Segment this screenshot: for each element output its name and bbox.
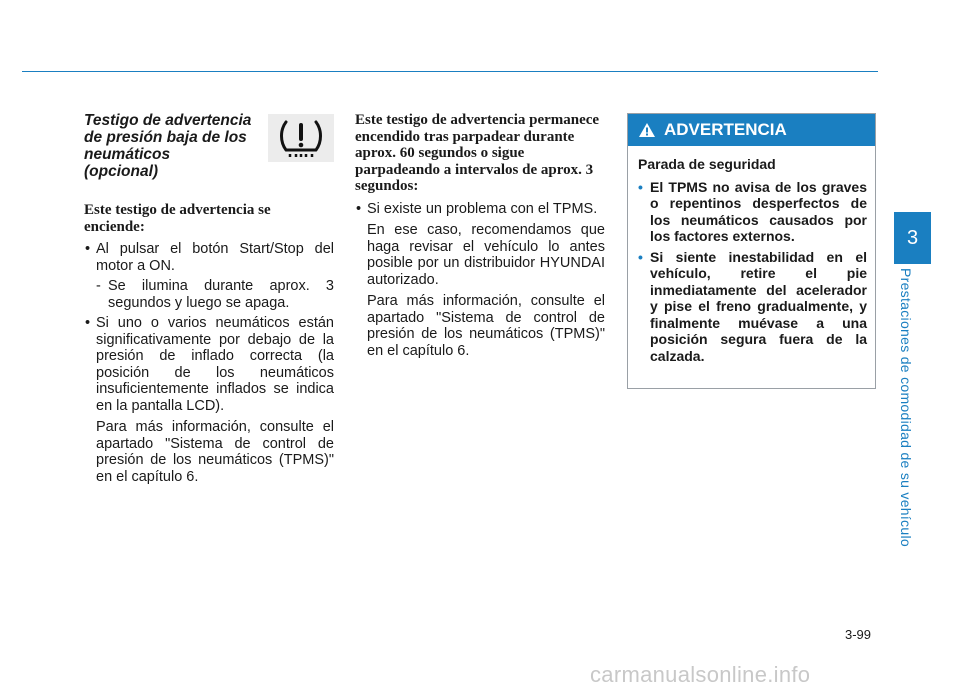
reference-paragraph: Para más información, consulte el apartado "Sistema de control de presión de los neumáticos (TPMS)" en el capítulo 6. <box>367 293 605 359</box>
condition-list <box>84 241 334 485</box>
heading-line-4: (opcional) <box>84 163 159 180</box>
bullet-text: Si existe un problema con el TPMS. <box>367 200 598 217</box>
reference-paragraph: Para más información, consulte el apartado "Sistema de control de presión de los neumáticos (TPMS)" en el capítulo 6. <box>96 419 334 485</box>
list-item: • El TPMS no avisa de los graves o repentinos desperfectos de los neumáticos causados por los factores externos. <box>638 179 867 245</box>
list-item <box>84 241 334 311</box>
top-rule <box>22 71 878 72</box>
chapter-tab <box>894 212 931 264</box>
warning-title: ADVERTENCIA <box>664 120 787 139</box>
section-heading-row <box>84 112 334 202</box>
watermark: carmanualsonline.info <box>590 662 811 687</box>
page-number: 3-99 <box>845 627 872 642</box>
tpms-warning-icon <box>268 114 334 162</box>
warning-box <box>627 113 876 389</box>
list-item <box>355 201 605 360</box>
list-item <box>84 315 334 485</box>
warning-header <box>628 114 875 146</box>
bullet-text: Si uno o varios neumáticos están significativamente por debajo de la presión de inflado correcta (la posición de los neumáticos insuficientemente inflados se indica en la pantalla LCD). <box>96 315 334 414</box>
bullet-text: Al pulsar el botón Start/Stop del motor a ON. <box>96 241 334 274</box>
chapter-title: Prestaciones de comodidad de su vehículo <box>898 268 914 547</box>
chapter-number: 3 <box>906 226 919 249</box>
advice-paragraph: En ese caso, recomendamos que haga revisar el vehículo lo antes posible por un distribuidor HYUNDAI autorizado. <box>367 222 605 288</box>
intro-text: Este testigo de advertencia permanece encendido tras parpadear durante aprox. 60 segundos o sigue parpadeando a intervalos de aprox. 3 segundos: <box>355 112 600 194</box>
condition-list <box>355 201 605 360</box>
section-heading <box>84 112 264 180</box>
intro-text: Este testigo de advertencia se enciende: <box>84 202 271 235</box>
warning-triangle-icon <box>638 122 656 138</box>
warning-subheading: Parada de seguridad <box>638 156 776 172</box>
column-left <box>84 112 334 489</box>
heading-line-2: de presión baja de los <box>84 129 247 146</box>
heading-line-1: Testigo de advertencia <box>84 112 252 129</box>
sub-item: - Se ilumina durante aprox. 3 segundos y luego se apaga. <box>96 278 334 311</box>
sub-item-text: Se ilumina durante aprox. 3 segundos y luego se apaga. <box>108 278 334 311</box>
list-item: • Si siente inestabilidad en el vehículo, retire el pie inmediatamente del acelerador y pise el freno gradualmente, y finalmente muévase a una posición segura fuera de la calzada. <box>638 249 867 365</box>
heading-line-3: neumáticos <box>84 146 171 163</box>
warning-body <box>628 146 875 364</box>
column-middle <box>355 112 605 363</box>
warning-list <box>638 179 867 365</box>
